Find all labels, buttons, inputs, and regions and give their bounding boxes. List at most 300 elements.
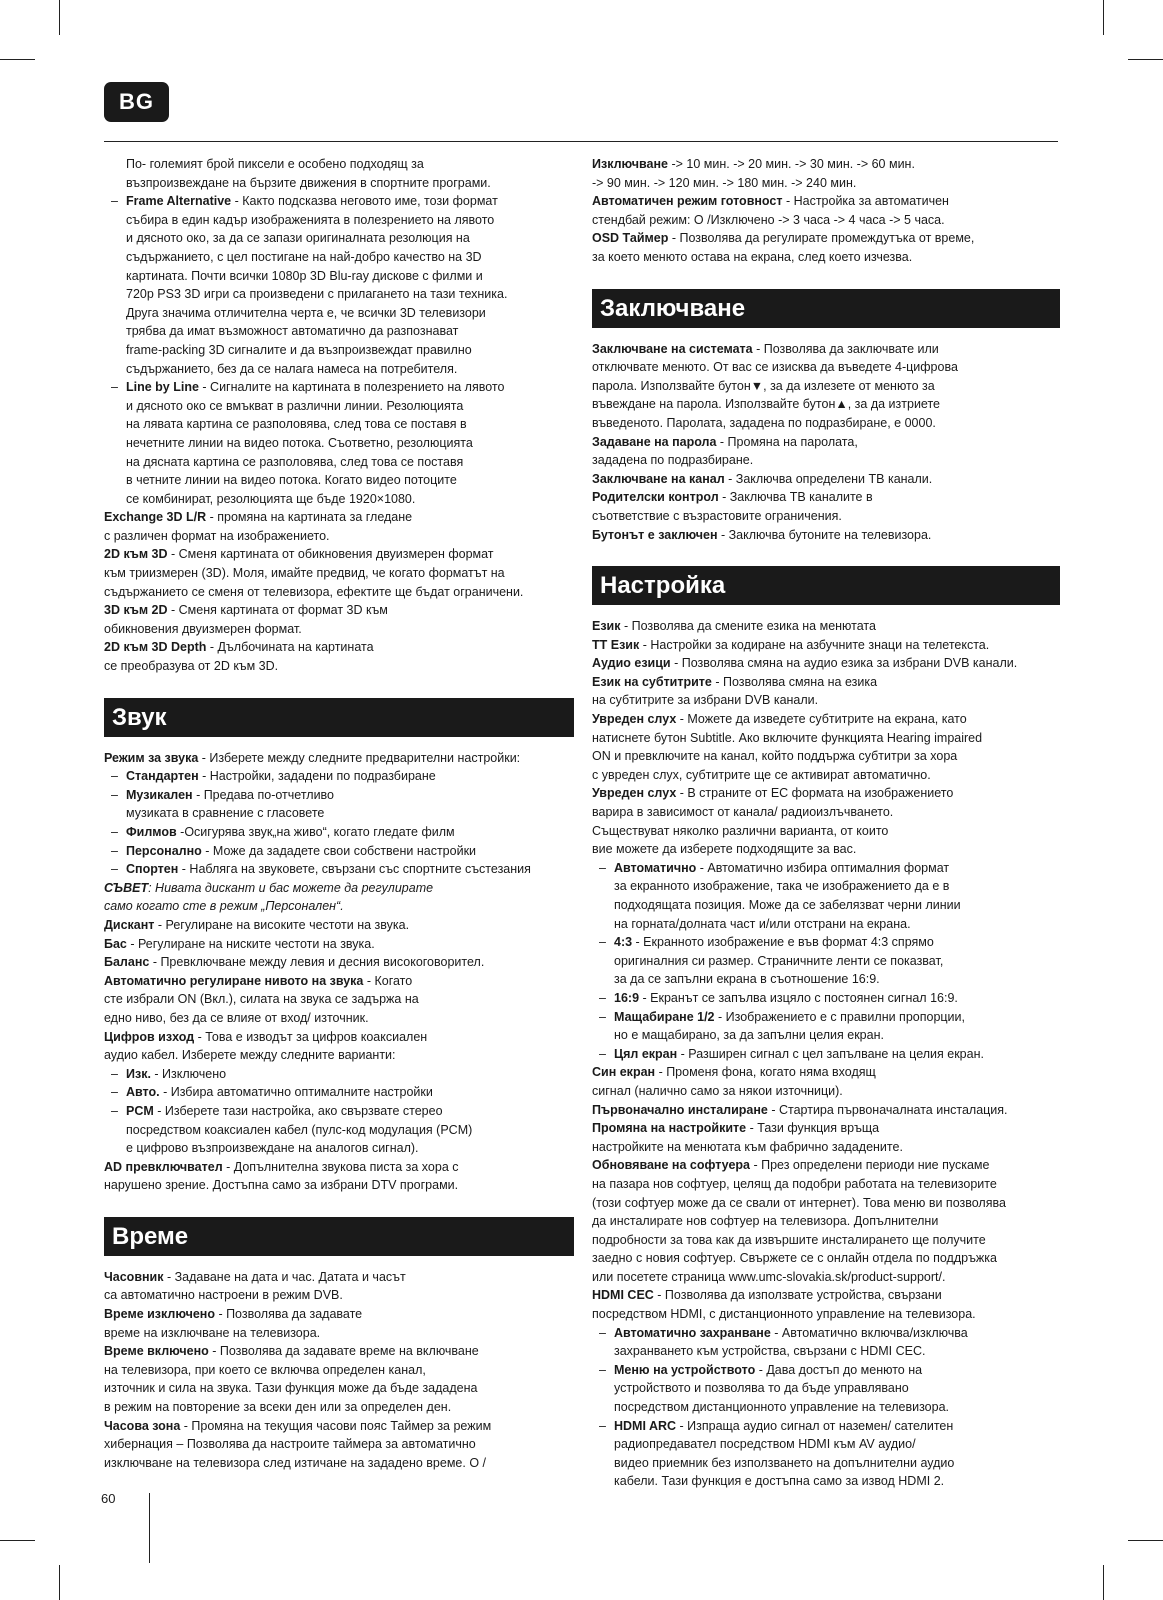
text-run: - Може да зададете свои собствени настройки xyxy=(201,843,477,858)
text-run: са автоматично настроени в режим DVB. xyxy=(104,1288,343,1303)
text-line xyxy=(104,285,574,304)
section-title-setup: Настройка xyxy=(592,566,1060,605)
text-line xyxy=(104,1065,574,1084)
text-run: - Сигналите на картината в полезрението на лявото xyxy=(198,380,505,395)
text-run: frame-packing 3D сигналите и да възпроизвеждат правилно xyxy=(126,342,472,357)
text-run: - Позволява да смените езика на менютата xyxy=(620,619,876,634)
text-line xyxy=(592,803,1060,822)
text-run: 720p PS3 3D игри са произведени с прилагането на тази техника. xyxy=(126,287,508,302)
text-run: - Допълнителна звукова писта за хора с xyxy=(222,1159,459,1174)
text-line xyxy=(592,1342,1060,1361)
text-line xyxy=(592,822,1060,841)
text-run: - Сменя картината от формат 3D към xyxy=(167,603,388,618)
text-run: радиопредавател посредством HDMI към AV аудио/ xyxy=(614,1437,916,1452)
text-run: - Позволява смяна на езика xyxy=(711,674,878,689)
text-run: на горната/долната част и/или отстрани на екрана. xyxy=(614,916,911,931)
sound-block xyxy=(104,749,574,1195)
term-label: Меню на устройството xyxy=(614,1362,756,1377)
text-run: заедно с новия софтуер. Свържете се с онлайн отдела по поддръжка xyxy=(592,1251,997,1266)
text-run: - Когато xyxy=(363,973,413,988)
text-run: за екранното изображение, така че изображението да е в xyxy=(614,879,950,894)
term-label: Часовник xyxy=(104,1269,164,1284)
text-line xyxy=(104,415,574,434)
text-run: въведеното. Паролата, зададена по подразбиране, е 0000. xyxy=(592,415,936,430)
time-block xyxy=(104,1268,574,1473)
text-line xyxy=(104,935,574,954)
text-run: но е мащабирано, за да запълни целия екран. xyxy=(614,1028,884,1043)
text-run: с различен формат на изображението. xyxy=(104,528,330,543)
section-title-sound: Звук xyxy=(104,698,574,737)
text-run: настройките на менютата към фабрично зададените. xyxy=(592,1139,903,1154)
intro-block xyxy=(104,155,574,676)
text-run: По- големият брой пиксели е особено подходящ за xyxy=(126,157,424,171)
text-line xyxy=(104,879,574,898)
text-line xyxy=(592,1324,1060,1343)
text-line xyxy=(592,1435,1060,1454)
text-line xyxy=(104,749,574,768)
text-run: посредством коаксиален кабел (пулс-код модулация (PCM) xyxy=(126,1122,473,1137)
text-run: - Превключване между левия и десния високоговорител. xyxy=(149,955,485,970)
term-label: 2D към 3D Depth xyxy=(104,640,207,655)
text-run: - Екранното изображение е във формат 4:3 спрямо xyxy=(632,935,934,950)
text-run: изключване на телевизора след изтичане на зададено време. О / xyxy=(104,1455,486,1470)
text-run: въвеждане на парола. Използвайте бутон▲, за да изтриете xyxy=(592,397,940,412)
text-line xyxy=(592,229,1060,248)
text-line xyxy=(592,877,1060,896)
text-line xyxy=(104,1158,574,1177)
text-line xyxy=(592,636,1060,655)
text-line xyxy=(104,545,574,564)
text-run: - Избира автоматично оптималните настройки xyxy=(159,1085,433,1100)
text-run: - Това е изводът за цифров коаксиален xyxy=(194,1029,428,1044)
text-run: за което менюто остава на екрана, след което изчезва. xyxy=(592,249,913,264)
text-run: подходящата позиция. Може да се забелязват черни линии xyxy=(614,898,961,912)
text-run: нечетните линии на видео потока. Съответно, резолюцията xyxy=(126,435,473,450)
language-badge: BG xyxy=(104,82,169,122)
text-run: - Изпраща аудио сигнал от наземен/ сателитен xyxy=(676,1418,954,1433)
text-line xyxy=(592,1472,1060,1491)
text-run: съдържанието, с цел постигане на най-добро качество на 3D xyxy=(126,249,482,264)
text-line xyxy=(592,766,1060,785)
text-line xyxy=(104,601,574,620)
term-label: СЪВЕТ xyxy=(104,880,149,895)
text-line xyxy=(592,896,1060,915)
text-line xyxy=(592,155,1060,174)
term-label: Автоматичен режим готовност xyxy=(592,194,783,209)
text-line xyxy=(104,804,574,823)
text-run: на пазара нов софтуер, целящ да подобри работата на телевизорите xyxy=(592,1176,997,1191)
text-run: на лявата картина се разполовява, след това се поставя в xyxy=(126,417,467,432)
text-run: само когато сте в режим „Персонален“. xyxy=(104,899,344,914)
text-line xyxy=(104,434,574,453)
term-label: Заключване на канал xyxy=(592,471,725,486)
text-run: - Сменя картината от обикновения двуизмерен формат xyxy=(167,547,494,562)
text-line xyxy=(104,620,574,639)
term-label: Време включено xyxy=(104,1344,209,1359)
crop-mark xyxy=(1128,59,1163,60)
text-line xyxy=(104,1361,574,1380)
text-line xyxy=(104,508,574,527)
text-line xyxy=(592,1026,1060,1045)
text-run: на субтитрите за избрани DVB канали. xyxy=(592,693,819,708)
text-line xyxy=(104,583,574,602)
text-line xyxy=(592,1119,1060,1138)
term-label: Изключване xyxy=(592,157,668,171)
text-line xyxy=(592,248,1060,267)
text-run: - Тази функция връща xyxy=(746,1121,880,1136)
text-line xyxy=(592,1249,1060,1268)
text-run: - Настройки за кодиране на азбучните знаци на телетекста. xyxy=(639,637,990,652)
text-line xyxy=(104,322,574,341)
crop-mark xyxy=(59,1565,60,1600)
text-line xyxy=(592,377,1060,396)
text-line xyxy=(592,1063,1060,1082)
text-line xyxy=(592,1138,1060,1157)
footer-rule xyxy=(149,1493,150,1563)
text-line xyxy=(592,710,1060,729)
text-run: -> 90 мин. -> 120 мин. -> 180 мин. -> 240 мин. xyxy=(592,175,857,190)
text-run: - През определени периоди ние пускаме xyxy=(749,1158,990,1173)
text-run: - Задаване на дата и час. Датата и часът xyxy=(163,1269,406,1284)
term-label: Баланс xyxy=(104,955,150,970)
text-line xyxy=(592,1156,1060,1175)
text-run: съответствие с възрастовите ограничения. xyxy=(592,508,842,523)
text-run: - Позволява да използвате устройства, свързани xyxy=(653,1288,942,1303)
term-label: Изк. xyxy=(126,1066,151,1081)
term-label: AD превключвател xyxy=(104,1159,223,1174)
text-line xyxy=(104,1102,574,1121)
text-line xyxy=(592,211,1060,230)
text-line xyxy=(104,490,574,509)
crop-mark xyxy=(59,0,60,35)
text-run: парола. Използвайте бутон▼, за да излезете от менюто за xyxy=(592,378,935,393)
term-label: Език xyxy=(592,619,621,634)
term-label: Увреден слух xyxy=(592,712,677,727)
text-run: трябва да имат възможност автоматично да разпознават xyxy=(126,324,459,339)
text-run: нарушено зрение. Достъпна само за избрани DTV програми. xyxy=(104,1178,459,1193)
text-line xyxy=(104,378,574,397)
text-run: варира в зависимост от канала/ радиоизлъчването. xyxy=(592,805,894,820)
text-line xyxy=(104,527,574,546)
text-run: - Промяна на паролата, xyxy=(716,434,858,449)
term-label: Задаване на парола xyxy=(592,434,717,449)
timer-block xyxy=(592,155,1060,267)
text-line xyxy=(592,691,1060,710)
term-label: HDMI CEC xyxy=(592,1288,654,1303)
text-run: едно ниво, без да се влияе от вход/ източник. xyxy=(104,1010,369,1025)
term-label: Обновяване на софтуера xyxy=(592,1158,750,1173)
term-label: Режим за звука xyxy=(104,750,199,765)
text-line xyxy=(592,526,1060,545)
term-label: Exchange 3D L/R xyxy=(104,510,207,525)
text-run: зададена по подразбиране. xyxy=(592,453,754,468)
lock-block xyxy=(592,340,1060,545)
crop-mark xyxy=(0,1540,35,1541)
term-label: Аудио езици xyxy=(592,656,671,671)
text-run: време на изключване на телевизора. xyxy=(104,1325,321,1340)
text-run: източник и сила на звука. Тази функция може да бъде зададена xyxy=(104,1381,478,1396)
section-title-lock: Заключване xyxy=(592,289,1060,328)
text-run: ON и превключите на канал, който поддържа субтитри за хора xyxy=(592,749,958,764)
text-run: или посетете страница www.umc-slovakia.sk/product-support/. xyxy=(592,1269,946,1284)
text-run: е цифрово възпроизвеждане на аналогов сигнал). xyxy=(126,1141,419,1156)
text-line xyxy=(592,933,1060,952)
term-label: Син екран xyxy=(592,1065,656,1080)
term-label: Промяна на настройките xyxy=(592,1121,747,1136)
setup-block xyxy=(592,617,1060,1491)
text-line xyxy=(104,823,574,842)
text-run: - Можете да изведете субтитрите на екрана, като xyxy=(676,712,967,727)
text-run: събира в един кадър изображенията в полезрението на лявото xyxy=(126,212,495,227)
text-line xyxy=(104,1046,574,1065)
text-line xyxy=(592,970,1060,989)
text-run: - Разширен сигнал с цел запълване на целия екран. xyxy=(677,1046,984,1061)
text-run: - В страните от ЕС формата на изображението xyxy=(676,786,954,801)
text-line xyxy=(592,747,1060,766)
text-line xyxy=(592,1212,1060,1231)
text-run: Съществуват няколко различни варианта, от които xyxy=(592,823,889,838)
text-run: за да се запълни екрана в съотношение 16:9. xyxy=(614,972,880,987)
term-label: Бас xyxy=(104,936,127,951)
text-line xyxy=(104,248,574,267)
text-run: - Изключено xyxy=(150,1066,227,1081)
text-line xyxy=(104,267,574,286)
text-run: - Стартира първоначалната инсталация. xyxy=(767,1102,1008,1117)
text-line xyxy=(104,1176,574,1195)
text-line xyxy=(104,786,574,805)
text-line xyxy=(104,953,574,972)
text-run: устройството и позволява то да бъде управлявано xyxy=(614,1381,909,1396)
text-run: захранването към устройства, свързани с HDMI CEC. xyxy=(614,1344,926,1359)
term-label: 2D към 3D xyxy=(104,547,168,562)
text-run: видео приемник без използването на допълнителни аудио xyxy=(614,1455,955,1470)
text-line xyxy=(104,1324,574,1343)
term-label: Автоматично регулиране нивото на звука xyxy=(104,973,364,988)
term-label: PCM xyxy=(126,1103,154,1118)
text-run: - Промяна на текущия часови пояс Таймер за режим xyxy=(180,1418,492,1433)
section-title-time: Време xyxy=(104,1217,574,1256)
text-line xyxy=(104,897,574,916)
text-line xyxy=(592,1361,1060,1380)
text-line xyxy=(104,990,574,1009)
text-run: посредством дистанционното управление на телевизора. xyxy=(614,1400,950,1415)
text-line xyxy=(104,192,574,211)
text-run: на дясната картина се разполовява, след това се поставя xyxy=(126,454,464,469)
term-label: Frame Alternative xyxy=(126,194,232,209)
text-run: - Позволява да задавате време на включване xyxy=(208,1344,479,1359)
text-line xyxy=(104,174,574,193)
term-label: Часова зона xyxy=(104,1418,181,1433)
text-run: - Заключва ТВ каналите в xyxy=(718,490,873,505)
term-label: Спортен xyxy=(126,862,179,877)
text-line xyxy=(592,1175,1060,1194)
text-line xyxy=(592,784,1060,803)
text-run: - Изберете между следните предварителни настройки: xyxy=(198,750,521,765)
text-run: - Настройка за автоматичен xyxy=(782,194,949,209)
crop-mark xyxy=(1103,0,1104,35)
text-run: - Предава по-отчетливо xyxy=(192,787,334,802)
text-run: оригиналния си размер. Страничните ленти се показват, xyxy=(614,953,944,968)
text-line xyxy=(592,859,1060,878)
right-column xyxy=(592,155,1060,1491)
text-run: стендбай режим: О /Изключено -> 3 часа -> 4 часа -> 5 часа. xyxy=(592,212,945,227)
text-line xyxy=(104,155,574,174)
text-line xyxy=(104,1417,574,1436)
text-line xyxy=(592,915,1060,934)
text-line xyxy=(104,304,574,323)
text-line xyxy=(104,972,574,991)
text-run: - Дълбочината на картината xyxy=(206,640,374,655)
text-line xyxy=(104,360,574,379)
crop-mark xyxy=(1103,1565,1104,1600)
text-line xyxy=(592,433,1060,452)
text-line xyxy=(592,358,1060,377)
text-run: - Настройки, зададени по подразбиране xyxy=(198,769,436,784)
text-line xyxy=(104,1305,574,1324)
text-run: сте избрали ON (Вкл.), силата на звука се задържа на xyxy=(104,992,419,1007)
text-line xyxy=(592,174,1060,193)
text-run: посредством HDMI, с дистанционното управление на телевизора. xyxy=(592,1307,976,1322)
text-run: отключвате менюто. От вас се изисква да въведете 4-цифрова xyxy=(592,360,958,375)
text-line xyxy=(592,192,1060,211)
text-line xyxy=(104,1139,574,1158)
text-run: музиката в сравнение с гласовете xyxy=(126,806,325,821)
text-line xyxy=(592,654,1060,673)
text-line xyxy=(104,211,574,230)
text-line xyxy=(104,1435,574,1454)
term-label: TT Език xyxy=(592,637,640,652)
text-line xyxy=(104,471,574,490)
text-line xyxy=(592,729,1060,748)
term-label: Бутонът е заключен xyxy=(592,527,718,542)
text-run: - Изберете тази настройка, ако свързвате стерео xyxy=(153,1103,443,1118)
term-label: 16:9 xyxy=(614,990,640,1005)
term-label: Стандартен xyxy=(126,769,199,784)
text-run: натиснете бутон Subtitle. Ако включите функцията Hearing impaired xyxy=(592,730,983,745)
text-run: - Дава достъп до менюто на xyxy=(755,1362,923,1377)
term-label: Мащабиране 1/2 xyxy=(614,1009,715,1024)
term-label: Филмов xyxy=(126,825,177,839)
text-line xyxy=(104,1286,574,1305)
text-run: - Заключва определени ТВ канали. xyxy=(724,471,933,486)
text-run: - Позволява да задавате xyxy=(214,1307,363,1322)
term-label: Музикален xyxy=(126,787,193,802)
term-label: Авто. xyxy=(126,1085,160,1100)
term-label: HDMI ARC xyxy=(614,1418,677,1433)
text-line xyxy=(592,1045,1060,1064)
text-line xyxy=(104,1083,574,1102)
text-run: аудио кабел. Изберете между следните варианти: xyxy=(104,1048,396,1063)
left-column xyxy=(104,155,574,1472)
term-label: Увреден слух xyxy=(592,786,677,801)
text-line xyxy=(104,842,574,861)
text-run: съдържанието се сменя от телевизора, ефектите ще бъдат ограничени. xyxy=(104,584,524,599)
text-line xyxy=(592,1417,1060,1436)
text-run: - Автоматично включва/изключва xyxy=(770,1325,968,1340)
text-line xyxy=(592,1008,1060,1027)
text-line xyxy=(104,229,574,248)
term-label: Автоматично захранване xyxy=(614,1325,771,1340)
text-line xyxy=(592,952,1060,971)
text-line xyxy=(104,1342,574,1361)
text-run: подробности за това как да извършите инсталирането ще получите xyxy=(592,1232,986,1247)
text-line xyxy=(104,860,574,879)
term-label: OSD Таймер xyxy=(592,231,669,246)
text-run: се комбинират, резолюцията ще бъде 1920×1080. xyxy=(126,491,416,506)
text-line xyxy=(592,617,1060,636)
text-run: и дясното око се вмъкват в различни линии. Резолюцията xyxy=(126,398,464,413)
term-label: Родителски контрол xyxy=(592,490,719,505)
text-line xyxy=(104,1268,574,1287)
text-run: кабели. Тази функция е достъпна само за извод HDMI 2. xyxy=(614,1474,945,1489)
text-line xyxy=(592,340,1060,359)
text-line xyxy=(104,453,574,472)
text-run: (този софтуер може да се свали от интернет). Това меню ви позволява xyxy=(592,1195,1006,1210)
crop-mark xyxy=(0,59,35,60)
text-run: хибернация – Позволява да настроите таймера за автоматично xyxy=(104,1437,476,1452)
crop-mark xyxy=(1128,1540,1163,1541)
text-line xyxy=(104,1379,574,1398)
text-run: - Изображението е с правилни пропорции, xyxy=(714,1009,965,1024)
text-run: - Позволява смяна на аудио езика за избрани DVB канали. xyxy=(670,656,1018,671)
text-run: - Позволява да регулирате промеждутъка от време, xyxy=(668,231,975,246)
page-number: 60 xyxy=(101,1491,116,1506)
text-run: в режим на повторение за всеки ден или за определен ден. xyxy=(104,1400,452,1415)
term-label: Цифров изход xyxy=(104,1029,195,1044)
text-line xyxy=(592,414,1060,433)
text-run: - Както подсказва неговото име, този формат xyxy=(231,194,498,209)
term-label: Цял екран xyxy=(614,1046,678,1061)
text-run: Друга значима отличителна черта е, че всички 3D телевизори xyxy=(126,305,486,320)
text-line xyxy=(592,488,1060,507)
term-label: 4:3 xyxy=(614,935,633,950)
text-line xyxy=(592,1454,1060,1473)
text-line xyxy=(592,507,1060,526)
text-line xyxy=(592,395,1060,414)
text-run: възпроизвеждане на бързите движения в спортните програми. xyxy=(126,175,491,190)
text-line xyxy=(104,1454,574,1473)
text-run: съдържанието, без да се налага намеса на потребителя. xyxy=(126,361,458,376)
text-run: на телевизора, при което се включва определен канал, xyxy=(104,1362,426,1377)
text-line xyxy=(592,1082,1060,1101)
text-run: - Заключва бутоните на телевизора. xyxy=(717,527,932,542)
text-line xyxy=(592,1398,1060,1417)
term-label: 3D към 2D xyxy=(104,603,168,618)
text-line xyxy=(104,1398,574,1417)
term-label: Дискант xyxy=(104,917,155,932)
term-label: Език на субтитрите xyxy=(592,674,712,689)
text-run: - Позволява да заключвате или xyxy=(752,341,939,356)
text-line xyxy=(104,638,574,657)
text-line xyxy=(104,767,574,786)
text-line xyxy=(592,1305,1060,1324)
text-line xyxy=(592,1286,1060,1305)
text-line xyxy=(592,840,1060,859)
term-label: Заключване на системата xyxy=(592,341,753,356)
text-run: -> 10 мин. -> 20 мин. -> 30 мин. -> 60 мин. xyxy=(667,157,915,171)
text-run: - Екранът се запълва изцяло с постоянен сигнал 16:9. xyxy=(639,990,958,1005)
text-line xyxy=(104,564,574,583)
text-line xyxy=(592,1231,1060,1250)
text-run: вие можете да изберете подходящите за вас. xyxy=(592,842,857,857)
text-run: картината. Почти всички 1080p 3D Blu-ray дискове с филми и xyxy=(126,268,483,283)
text-run: - Регулиране на високите честоти на звука. xyxy=(154,917,410,932)
header-rule xyxy=(104,141,1058,142)
text-line xyxy=(104,1009,574,1028)
term-label: Автоматично xyxy=(614,860,697,875)
text-line xyxy=(104,1121,574,1140)
text-line xyxy=(592,470,1060,489)
